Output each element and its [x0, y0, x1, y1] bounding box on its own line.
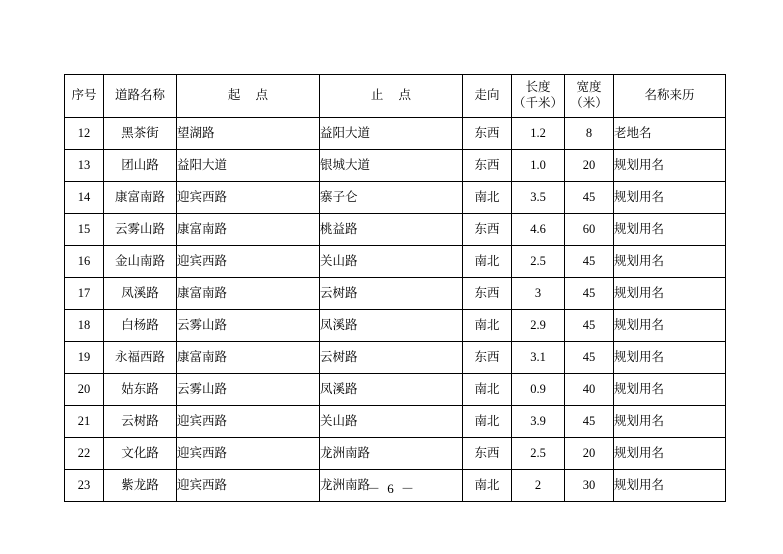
cell-direction: 南北	[463, 246, 512, 278]
cell-end-point: 龙洲南路	[320, 438, 463, 470]
cell-start-point: 云雾山路	[177, 310, 320, 342]
cell-road-name: 文化路	[104, 438, 177, 470]
cell-start-point: 康富南路	[177, 278, 320, 310]
cell-length: 3.1	[512, 342, 565, 374]
cell-start-point: 云雾山路	[177, 374, 320, 406]
cell-direction: 东西	[463, 150, 512, 182]
cell-road-name: 姑东路	[104, 374, 177, 406]
cell-origin: 规划用名	[614, 182, 726, 214]
table-row	[65, 310, 726, 342]
cell-direction: 南北	[463, 310, 512, 342]
cell-origin: 规划用名	[614, 246, 726, 278]
cell-no: 18	[65, 310, 104, 342]
column-header-start-point: 起 点	[177, 75, 320, 118]
table-header	[65, 75, 726, 118]
cell-no: 21	[65, 406, 104, 438]
cell-no: 22	[65, 438, 104, 470]
column-header-no: 序号	[65, 75, 104, 118]
cell-length: 2.9	[512, 310, 565, 342]
table-row	[65, 374, 726, 406]
road-table-container	[64, 74, 717, 502]
cell-start-point: 迎宾西路	[177, 406, 320, 438]
cell-width: 8	[565, 118, 614, 150]
cell-width: 45	[565, 246, 614, 278]
cell-end-point: 寨子仑	[320, 182, 463, 214]
cell-road-name: 云雾山路	[104, 214, 177, 246]
cell-origin: 规划用名	[614, 470, 726, 502]
cell-width: 30	[565, 470, 614, 502]
cell-road-name: 白杨路	[104, 310, 177, 342]
cell-width: 60	[565, 214, 614, 246]
cell-width: 45	[565, 278, 614, 310]
cell-direction: 东西	[463, 118, 512, 150]
cell-origin: 规划用名	[614, 214, 726, 246]
cell-direction: 东西	[463, 342, 512, 374]
cell-no: 19	[65, 342, 104, 374]
cell-no: 20	[65, 374, 104, 406]
cell-width: 45	[565, 406, 614, 438]
column-header-length: 长度 （千米）	[512, 75, 565, 118]
table-row	[65, 246, 726, 278]
cell-road-name: 永福西路	[104, 342, 177, 374]
table-header-row	[65, 75, 726, 118]
cell-end-point: 益阳大道	[320, 118, 463, 150]
cell-road-name: 金山南路	[104, 246, 177, 278]
cell-no: 16	[65, 246, 104, 278]
cell-start-point: 益阳大道	[177, 150, 320, 182]
cell-length: 0.9	[512, 374, 565, 406]
cell-width: 45	[565, 182, 614, 214]
cell-origin: 规划用名	[614, 278, 726, 310]
column-header-width: 宽度 （米）	[565, 75, 614, 118]
cell-no: 14	[65, 182, 104, 214]
cell-start-point: 迎宾西路	[177, 438, 320, 470]
cell-direction: 东西	[463, 214, 512, 246]
cell-origin: 规划用名	[614, 406, 726, 438]
cell-direction: 南北	[463, 374, 512, 406]
cell-start-point: 望湖路	[177, 118, 320, 150]
cell-width: 45	[565, 310, 614, 342]
cell-length: 3.9	[512, 406, 565, 438]
table-row	[65, 150, 726, 182]
cell-end-point: 云树路	[320, 342, 463, 374]
cell-direction: 东西	[463, 278, 512, 310]
cell-length: 3	[512, 278, 565, 310]
cell-width: 20	[565, 438, 614, 470]
cell-no: 17	[65, 278, 104, 310]
cell-road-name: 团山路	[104, 150, 177, 182]
cell-width: 20	[565, 150, 614, 182]
cell-width: 45	[565, 342, 614, 374]
cell-length: 1.2	[512, 118, 565, 150]
column-header-origin: 名称来历	[614, 75, 726, 118]
cell-end-point: 凤溪路	[320, 374, 463, 406]
page-number: － 6 －	[366, 481, 416, 496]
cell-start-point: 康富南路	[177, 214, 320, 246]
cell-end-point: 桃益路	[320, 214, 463, 246]
cell-direction: 南北	[463, 470, 512, 502]
cell-origin: 规划用名	[614, 342, 726, 374]
column-header-road-name: 道路名称	[104, 75, 177, 118]
cell-road-name: 康富南路	[104, 182, 177, 214]
cell-origin: 老地名	[614, 118, 726, 150]
road-table	[64, 74, 726, 502]
cell-length: 4.6	[512, 214, 565, 246]
cell-no: 13	[65, 150, 104, 182]
cell-origin: 规划用名	[614, 374, 726, 406]
cell-no: 15	[65, 214, 104, 246]
cell-end-point: 凤溪路	[320, 310, 463, 342]
cell-start-point: 康富南路	[177, 342, 320, 374]
table-row	[65, 342, 726, 374]
column-header-direction: 走向	[463, 75, 512, 118]
cell-length: 3.5	[512, 182, 565, 214]
cell-end-point: 关山路	[320, 246, 463, 278]
cell-length: 2	[512, 470, 565, 502]
cell-length: 1.0	[512, 150, 565, 182]
cell-origin: 规划用名	[614, 310, 726, 342]
table-row	[65, 182, 726, 214]
cell-direction: 南北	[463, 182, 512, 214]
cell-start-point: 迎宾西路	[177, 246, 320, 278]
cell-end-point: 银城大道	[320, 150, 463, 182]
cell-end-point: 龙洲南路	[320, 470, 463, 502]
cell-direction: 东西	[463, 438, 512, 470]
cell-end-point: 关山路	[320, 406, 463, 438]
cell-length: 2.5	[512, 246, 565, 278]
column-header-end-point: 止 点	[320, 75, 463, 118]
cell-no: 12	[65, 118, 104, 150]
cell-direction: 南北	[463, 406, 512, 438]
cell-width: 40	[565, 374, 614, 406]
table-row	[65, 406, 726, 438]
cell-no: 23	[65, 470, 104, 502]
cell-origin: 规划用名	[614, 150, 726, 182]
table-row	[65, 118, 726, 150]
table-row	[65, 278, 726, 310]
cell-road-name: 云树路	[104, 406, 177, 438]
cell-length: 2.5	[512, 438, 565, 470]
table-body	[65, 118, 726, 502]
cell-origin: 规划用名	[614, 438, 726, 470]
cell-road-name: 凤溪路	[104, 278, 177, 310]
cell-road-name: 黑茶街	[104, 118, 177, 150]
cell-road-name: 紫龙路	[104, 470, 177, 502]
table-row	[65, 214, 726, 246]
cell-start-point: 迎宾西路	[177, 470, 320, 502]
cell-end-point: 云树路	[320, 278, 463, 310]
cell-start-point: 迎宾西路	[177, 182, 320, 214]
table-row	[65, 438, 726, 470]
